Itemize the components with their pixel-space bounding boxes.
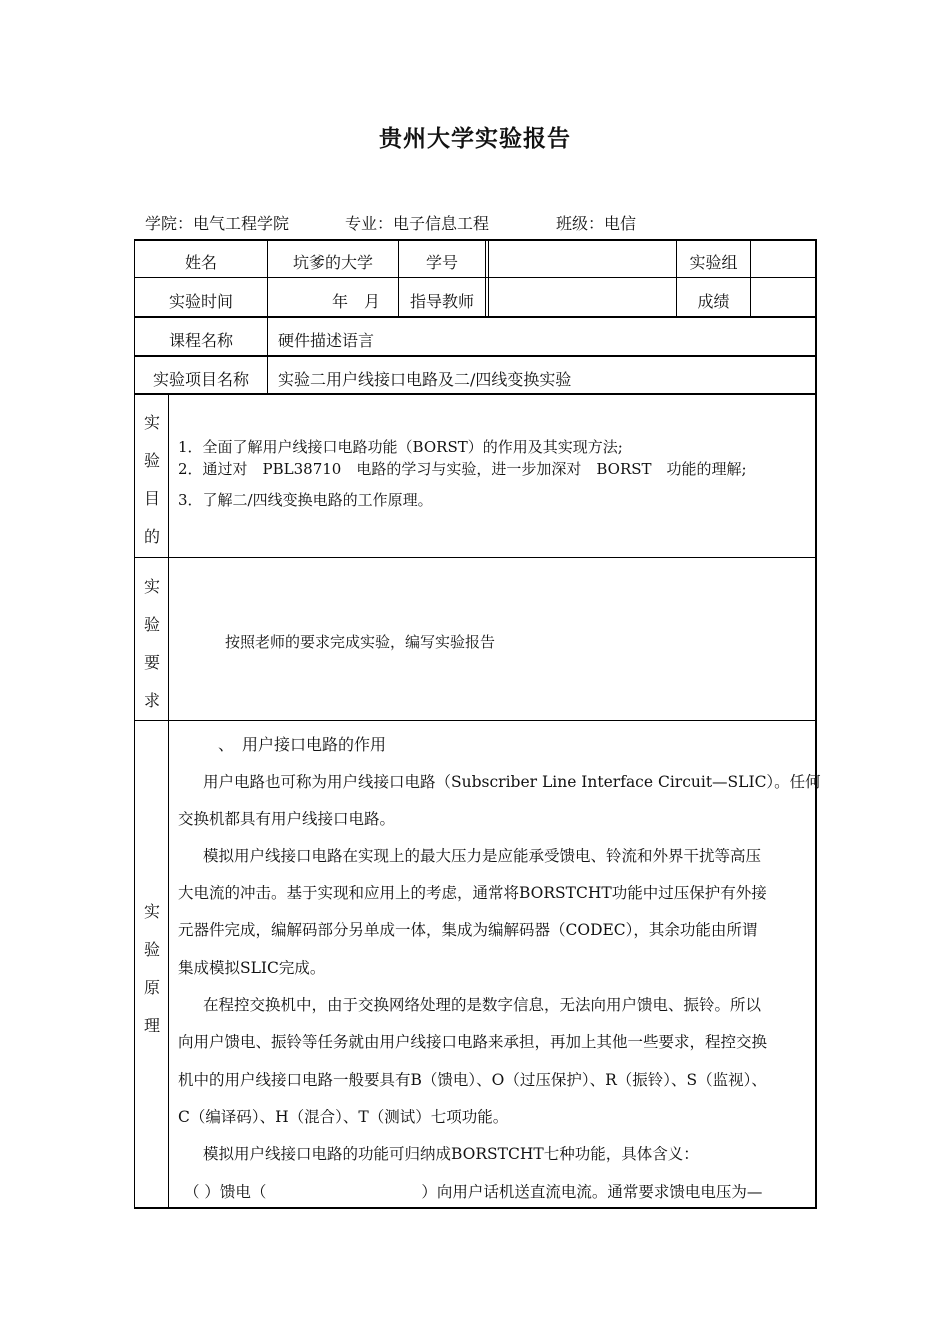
- name-value: 坑爹的大学: [292, 253, 373, 272]
- col-divider: [750, 239, 751, 318]
- requirement-label: 实 验 要 求: [143, 577, 160, 710]
- row-divider: [134, 355, 817, 357]
- teacher-label: 指导教师: [409, 292, 474, 311]
- time-value: 年 月: [331, 292, 380, 311]
- principle-line: 交换机都具有用户线接口电路。: [178, 810, 396, 828]
- principle-line: 模拟用户线接口电路在实现上的最大压力是应能承受馈电、铃流和外界干扰等高压: [203, 847, 762, 865]
- principle-line: 集成模拟SLIC完成。: [178, 959, 326, 977]
- course-value: 硬件描述语言: [278, 331, 375, 350]
- principle-line: 向用户馈电、振铃等任务就由用户线接口电路来承担，再加上其他一些要求，程控交换: [178, 1033, 768, 1051]
- row-divider: [134, 557, 817, 558]
- principle-line: 元器件完成，编解码部分另单成一体，集成为编解码器（CODEC），其余功能由所谓: [178, 921, 758, 939]
- student-id-label: 学号: [425, 253, 458, 272]
- requirement-text: 按照老师的要求完成实验，编写实验报告: [225, 633, 496, 651]
- principle-heading: 、 用户接口电路的作用: [218, 735, 387, 754]
- principle-line: 用户电路也可称为用户线接口电路（Subscriber Line Interface Circuit—SLIC）。任何: [203, 773, 821, 791]
- course-label: 课程名称: [168, 331, 233, 350]
- row-divider: [134, 316, 817, 318]
- purpose-item: 1．全面了解用户线接口电路功能（BORST）的作用及其实现方法;: [178, 438, 623, 456]
- score-label: 成绩: [697, 292, 730, 311]
- principle-line: 模拟用户线接口电路的功能可归纳成BORSTCHT七种功能，具体含义：: [203, 1145, 699, 1163]
- principle-line: 机中的用户线接口电路一般要具有B（馈电）、O（过压保护）、R（振铃）、S（监视）、: [178, 1071, 767, 1089]
- table-border-top: [134, 239, 817, 241]
- project-label: 实验项目名称: [152, 370, 249, 389]
- principle-line: （ ）馈电（ ）向用户话机送直流电流。通常要求馈电电压为—: [184, 1183, 763, 1201]
- major-field: 专业：电子信息工程: [345, 214, 490, 233]
- purpose-item: 2．通过对 PBL38710 电路的学习与实验，进一步加深对 BORST 功能的理解;: [178, 460, 747, 478]
- row-divider: [134, 393, 817, 395]
- group-label: 实验组: [689, 253, 738, 272]
- class-field: 班级：电信: [556, 214, 637, 233]
- purpose-item: 3．了解二/四线变换电路的工作原理。: [178, 491, 433, 509]
- col-divider: [485, 239, 486, 318]
- row-divider: [134, 720, 817, 721]
- table-border-bottom: [134, 1207, 817, 1209]
- principle-line: 大电流的冲击。基于实现和应用上的考虑，通常将BORSTCHT功能中过压保护有外接: [178, 884, 767, 902]
- college-field: 学院：电气工程学院: [145, 214, 290, 233]
- time-label: 实验时间: [168, 292, 233, 311]
- purpose-label: 实 验 目 的: [143, 413, 160, 546]
- principle-line: C（编译码）、H（混合）、T（测试）七项功能。: [178, 1108, 509, 1126]
- principle-label: 实 验 原 理: [143, 902, 160, 1035]
- col-divider: [488, 239, 489, 318]
- name-label: 姓名: [184, 253, 217, 272]
- principle-line: 在程控交换机中，由于交换网络处理的是数字信息，无法向用户馈电、振铃。所以: [203, 996, 762, 1014]
- project-value: 实验二用户线接口电路及二/四线变换实验: [278, 370, 572, 389]
- row-divider: [134, 277, 817, 278]
- table-border-right: [815, 239, 817, 1209]
- report-title: 贵州大学实验报告: [379, 126, 571, 152]
